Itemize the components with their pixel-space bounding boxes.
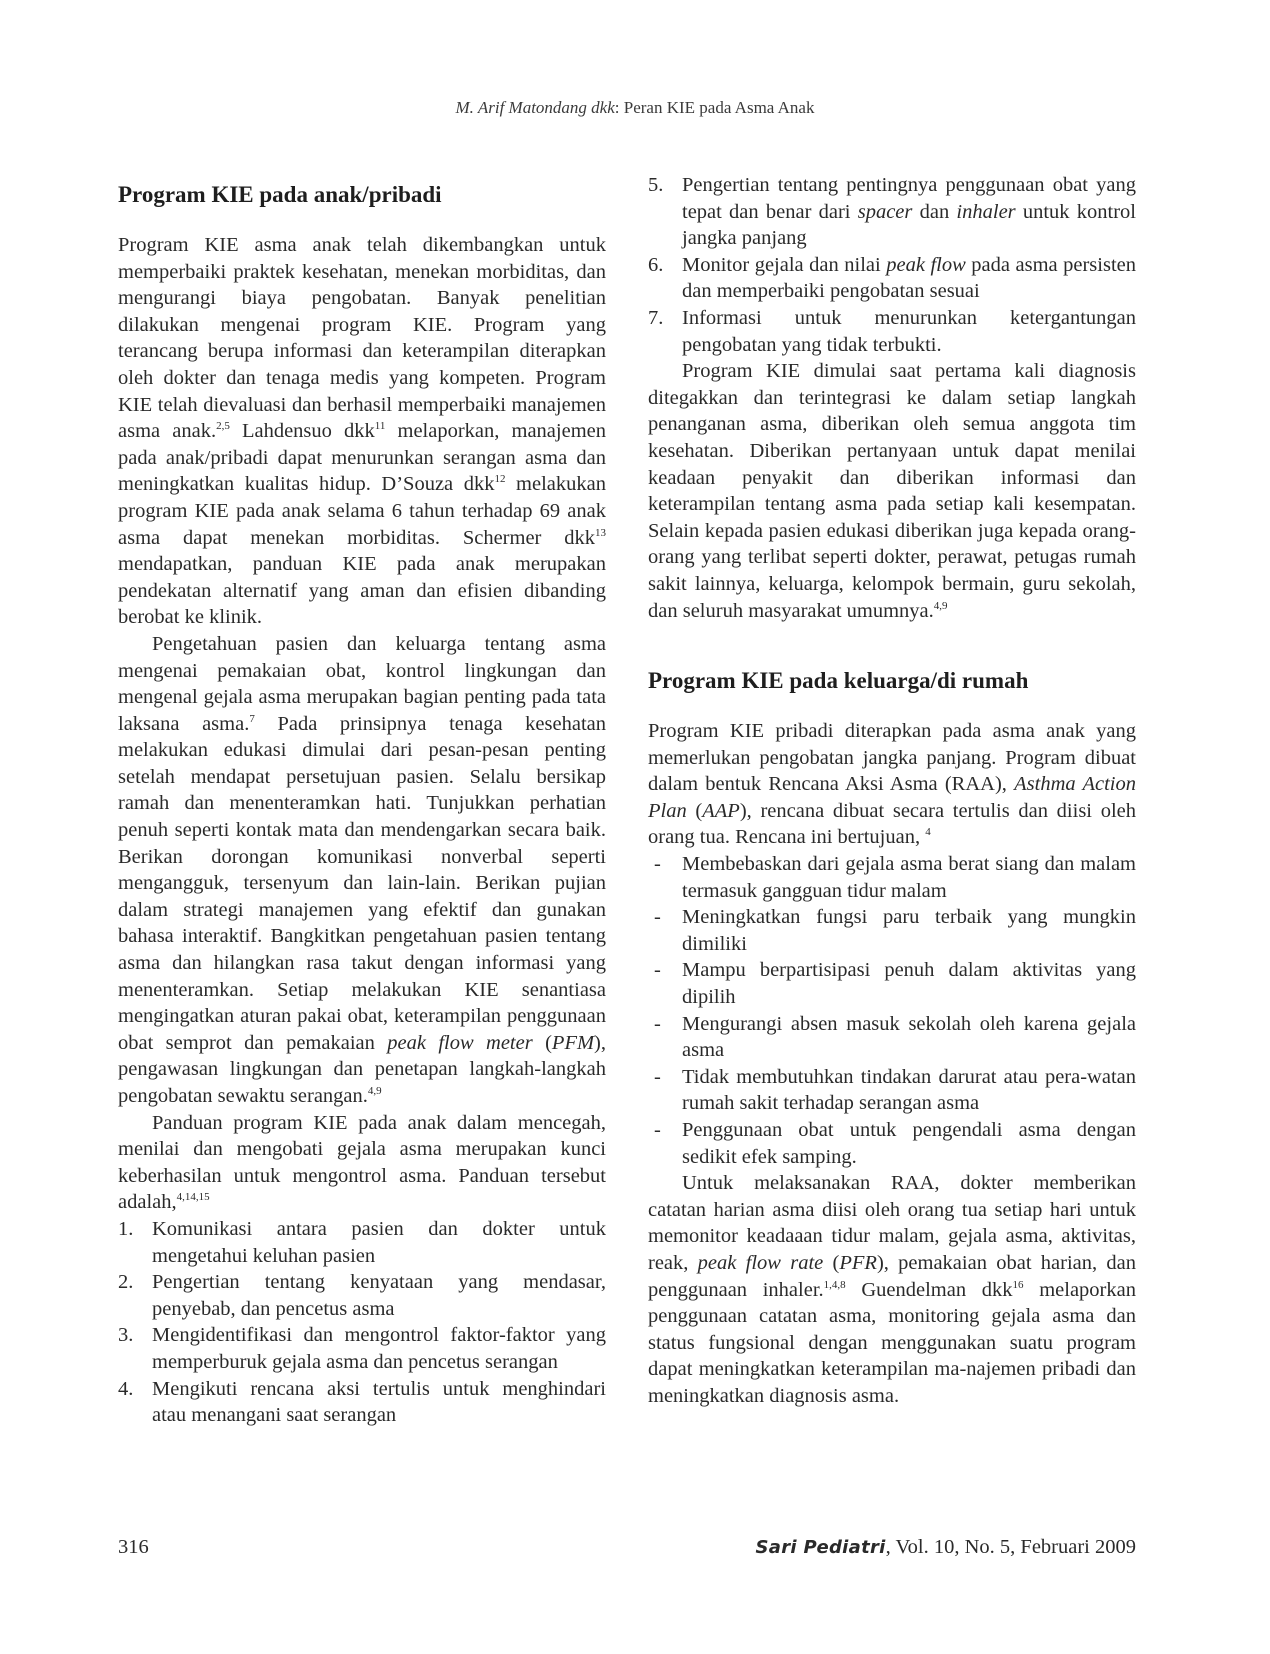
- list-text: Membebaskan dari gejala asma berat siang dan malam termasuk gangguan tidur malam: [682, 853, 1136, 902]
- paragraph-2: [118, 631, 606, 1110]
- italic-term: AAP: [702, 799, 740, 822]
- list-item: [118, 1269, 606, 1322]
- text: ), rencana dibuat secara tertulis dan diisi oleh orang tua. Rencana ini bertujuan,: [648, 799, 1136, 849]
- dash-marker: -: [654, 959, 661, 982]
- citation: 4: [925, 826, 931, 839]
- section-heading-keluarga: Program KIE pada keluarga/di rumah: [648, 668, 1029, 694]
- text: ), pemakaian obat harian, dan penggunaan inhaler.: [648, 1251, 1136, 1301]
- text: Panduan program KIE pada anak dalam mencegah, menilai dan mengobati gejala asma merupakan kunci keberhasilan untuk mengontrol asma. Panduan tersebut adalah,: [118, 1111, 606, 1214]
- dash-marker: -: [654, 1119, 661, 1141]
- dash-marker: -: [654, 853, 661, 876]
- list-item: [118, 1216, 606, 1269]
- dash-marker: -: [654, 1012, 661, 1035]
- list-text: Komunikasi antara pasien dan dokter untuk mengetahui keluhan pasien: [152, 1217, 606, 1267]
- list-item: [648, 957, 1136, 1010]
- list-number: 6.: [648, 253, 664, 276]
- list-item: [118, 1376, 606, 1429]
- list-item: [648, 1117, 1136, 1170]
- citation: 7: [249, 712, 255, 725]
- citation: 11: [374, 420, 386, 433]
- dash-marker: -: [654, 1065, 661, 1088]
- list-text: Mengurangi absen masuk sekolah oleh karena gejala asma: [682, 1012, 1136, 1062]
- journal-details: , Vol. 10, No. 5, Februari 2009: [885, 1536, 1136, 1558]
- list-text: Mengikuti rencana aksi tertulis untuk menghindari atau menangani saat serangan: [152, 1377, 606, 1427]
- text: Informasi untuk menurunkan ketergantungan pengobatan yang tidak terbukti.: [682, 306, 1136, 356]
- paragraph-4: [648, 358, 1136, 624]
- citation: 12: [494, 473, 506, 486]
- italic-term: PFM: [551, 1031, 595, 1054]
- list-text: Meningkatkan fungsi paru terbaik yang mungkin dimiliki: [682, 906, 1136, 955]
- list-item: [648, 851, 1136, 904]
- italic-term: peak flow rate: [697, 1251, 824, 1274]
- text: dan: [912, 200, 957, 223]
- list-item: [648, 172, 1136, 252]
- journal-citation: [756, 1536, 1136, 1559]
- list-number: 4.: [118, 1377, 134, 1400]
- text: Pada prinsipnya tenaga kesehatan melakukan edukasi dimulai dari pesan-pesan penting setelah mendapat persetujuan pasien. Selalu bersikap ramah dan menenteramkan hati. Tunjukkan perhatian penuh seperti kontak mata dan mendengarkan secara baik. Berikan dorongan komunikasi nonverbal seperti mengangguk, tersenyum dan lain-lain. Berikan pujian dalam strategi manajemen yang efektif dan gunakan bahasa interaktif. Bangkitkan pengetahuan pasien tentang asma dan hilangkan rasa takut dengan informasi yang menenteramkan. Setiap melakukan KIE senantiasa mengingatkan aturan pakai obat, keterampilan penggunaan obat semprot dan pemakaian: [118, 712, 606, 1054]
- list-item: [118, 1322, 606, 1375]
- text: Guendelman dkk: [845, 1278, 1013, 1301]
- text: Program KIE dimulai saat pertama kali diagnosis ditegakkan dan terintegrasi ke dalam setiap langkah penanganan asma, diberikan oleh semua anggota tim kesehatan. Diberikan pertanyaan untuk dapat menilai keadaan penyakit dan diberikan informasi dan keterampilan tentang asma pada setiap kali kesempatan. Selain kepada pasien edukasi diberikan juga kepada orang-orang yang terlibat seperti dokter, perawat, petugas rumah sakit lainnya, keluarga, kelompok bermain, guru sekolah, dan seluruh masyarakat umumnya.: [648, 360, 1136, 622]
- italic-term: peak flow meter: [387, 1031, 533, 1054]
- text: melaporkan penggunaan catatan asma, monitoring gejala asma dan status fungsional dengan menggunakan suatu program dapat meningkatkan keterampilan ma-najemen pribadi dan meningkatkan diagnosis asma.: [648, 1278, 1136, 1407]
- right-column: [648, 172, 1136, 1410]
- text: melakukan program KIE pada anak selama 6 tahun terhadap 69 anak asma dapat menekan morbiditas. Schermer dkk: [118, 473, 606, 549]
- italic-term: Asthma Action Plan: [648, 773, 1136, 822]
- text: untuk kontrol jangka panjang: [682, 200, 1136, 250]
- list-text: Mampu berpartisipasi penuh dalam aktivitas yang dipilih: [682, 959, 1136, 1009]
- text: (: [823, 1251, 840, 1274]
- dash-marker: -: [654, 906, 661, 929]
- list-number: 7.: [648, 306, 664, 329]
- list-item: [648, 1011, 1136, 1064]
- citation: 4,9: [367, 1085, 382, 1097]
- text: (: [532, 1031, 552, 1054]
- text: ), pengawasan lingkungan dan penetapan langkah-langkah pengobatan sewaktu serangan.: [118, 1031, 606, 1107]
- paragraph-5: [648, 718, 1136, 851]
- list-number: 3.: [118, 1324, 134, 1347]
- list-item: [648, 1064, 1136, 1117]
- list-text: Tidak membutuhkan tindakan darurat atau pera-watan rumah sakit terhadap serangan asma: [682, 1065, 1136, 1115]
- list-number: 2.: [118, 1271, 134, 1294]
- page-number: 316: [118, 1536, 149, 1558]
- paragraph-3: [118, 1110, 606, 1216]
- italic-term: spacer: [857, 200, 913, 223]
- page-footer: [118, 1536, 1136, 1566]
- dash-list: [648, 851, 1136, 1170]
- citation: 4,14,15: [176, 1191, 210, 1204]
- text: mendapatkan, panduan KIE pada anak merupakan pendekatan alternatif yang aman dan efisien dibanding berobat ke klinik.: [118, 553, 606, 629]
- citation: 13: [595, 526, 606, 539]
- list-text: Pengertian tentang kenyataan yang mendasar, penyebab, dan pencetus asma: [152, 1271, 606, 1320]
- running-head-title: : Peran KIE pada Asma Anak: [614, 98, 815, 117]
- left-column: [118, 172, 606, 1429]
- list-number: 5.: [648, 174, 664, 196]
- text: pada asma persisten dan memperbaiki pengobatan sesuai: [682, 253, 1136, 303]
- running-head: [0, 98, 1270, 118]
- section-heading-anak: Program KIE pada anak/pribadi: [118, 182, 442, 207]
- text: melaporkan, manajemen pada anak/pribadi dapat menurunkan serangan asma dan meningkatkan kualitas hidup. D’Souza dkk: [118, 420, 606, 496]
- paragraph-1: [118, 232, 606, 631]
- list-text: Mengidentifikasi dan mengontrol faktor-faktor yang memperburuk gejala asma dan pencetus serangan: [152, 1324, 606, 1373]
- list-item: [648, 904, 1136, 957]
- text: Untuk melaksanakan RAA, dokter memberikan catatan harian asma diisi oleh orang tua setiap hari untuk memonitor keadaaan tidur malam, gejala asma, aktivitas, reak,: [648, 1172, 1136, 1274]
- paragraph-6: [648, 1170, 1136, 1409]
- italic-term: inhaler: [956, 200, 1016, 223]
- text: Monitor gejala dan nilai: [682, 253, 887, 276]
- citation: 4,9: [933, 599, 948, 612]
- numbered-list-continued: [648, 172, 1136, 358]
- citation: 1,4,8: [823, 1278, 846, 1291]
- citation: 16: [1012, 1278, 1024, 1291]
- list-number: 1.: [118, 1217, 134, 1240]
- text: Program KIE pribadi diterapkan pada asma anak yang memerlukan pengobatan jangka panjang. Program dibuat dalam bentuk Rencana Aksi Asma (RAA),: [648, 720, 1136, 796]
- numbered-list: [118, 1216, 606, 1429]
- text: Lahdensuo dkk: [229, 420, 375, 443]
- text: (: [686, 799, 703, 822]
- italic-term: peak flow: [886, 253, 966, 276]
- list-item: [648, 305, 1136, 358]
- italic-term: PFR: [839, 1251, 877, 1274]
- text: Pengertian tentang pentingnya penggunaan obat yang tepat dan benar dari: [682, 174, 1136, 223]
- running-head-authors: M. Arif Matondang dkk: [455, 98, 615, 117]
- journal-name: Sari Pediatri: [755, 1537, 886, 1558]
- list-text: Penggunaan obat untuk pengendali asma dengan sedikit efek samping.: [682, 1119, 1136, 1168]
- list-item: [648, 252, 1136, 305]
- text: Pengetahuan pasien dan keluarga tentang asma mengenai pemakaian obat, kontrol lingkungan dan mengenal gejala asma merupakan bagian penting pada tata laksana asma.: [118, 632, 606, 735]
- citation: 2,5: [216, 420, 230, 433]
- text: Program KIE asma anak telah dikembangkan untuk memperbaiki praktek kesehatan, menekan morbiditas, dan mengurangi biaya pengobatan. Banyak penelitian dilakukan mengenai program KIE. Program yang terancang berupa informasi dan keterampilan diterapkan oleh dokter dan tenaga medis yang kompeten. Program KIE telah dievaluasi dan berhasil memperbaiki manajemen asma anak.: [118, 234, 606, 443]
